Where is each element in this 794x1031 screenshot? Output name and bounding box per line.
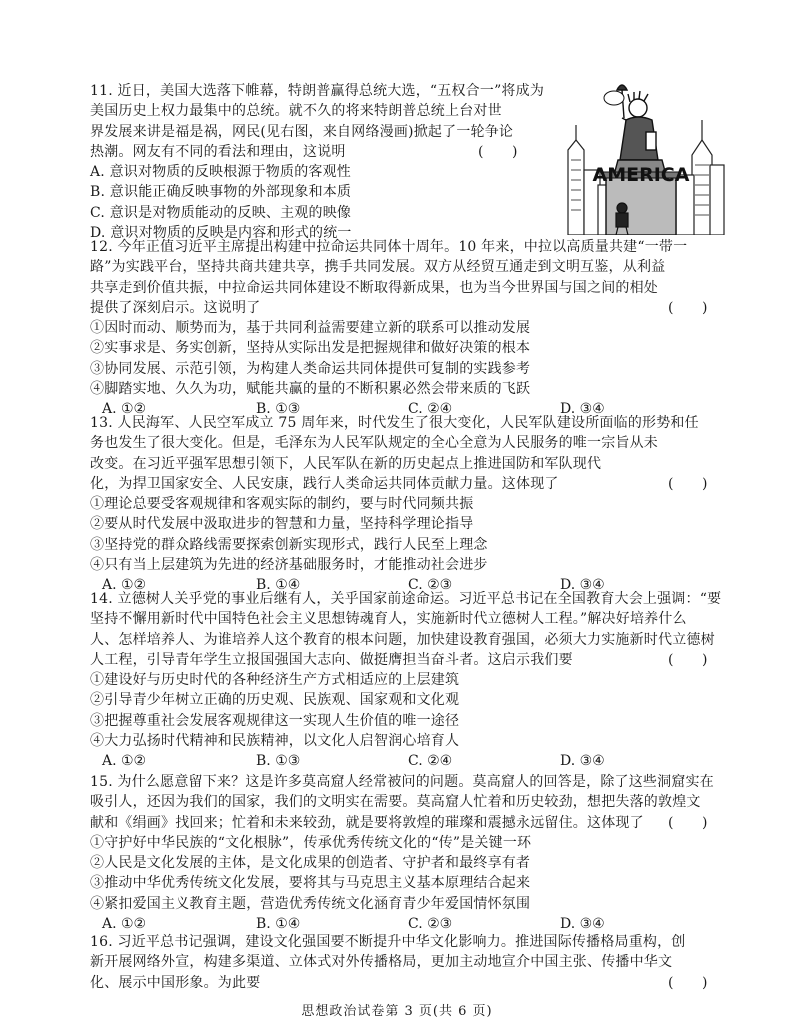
question-11-option-d: D. 意识对物质的反映是内容和形式的统一 bbox=[90, 225, 352, 242]
question-11-line-1: 11. 近日，美国大选落下帷幕，特朗普赢得总统大选，“五权合一”将成为 bbox=[90, 83, 545, 99]
question-15-line-1: 15. 为什么愿意留下来？这是许多莫高窟人经常被问的问题。莫高窟人的回答是，除了这些洞窟实在 bbox=[90, 774, 714, 790]
question-12 bbox=[90, 237, 730, 420]
answer-paren: ( ) bbox=[668, 651, 708, 668]
question-14-statement-2: ②引导青少年树立正确的历史观、民族观、国家观和文化观 bbox=[90, 692, 460, 709]
question-14-options bbox=[90, 751, 730, 771]
question-11-option-a: A. 意识对物质的反映根源于物质的客观性 bbox=[90, 164, 352, 181]
answer-paren: ( ) bbox=[668, 299, 708, 316]
question-13-statement-4: ④只有当上层建筑为先进的经济基础服务时，才能推动社会进步 bbox=[90, 557, 488, 574]
question-13-statement-1: ①理论总要受客观规律和客观实际的制约，要与时代同频共振 bbox=[90, 496, 474, 513]
option-b: B. ①④ bbox=[256, 916, 301, 933]
question-12-line-1: 12. 今年正值习近平主席提出构建中拉命运共同体十周年。10 年来，中拉以高质量共建“一带一 bbox=[90, 239, 688, 255]
question-12-line-4-text: 提供了深刻启示。这说明了 bbox=[90, 299, 261, 316]
answer-paren: ( ) bbox=[668, 814, 708, 831]
statue-cartoon-image bbox=[562, 80, 726, 235]
question-12-statement-2: ②实事求是、务实创新，坚持从实际出发是把握规律和做好决策的根本 bbox=[90, 340, 531, 357]
question-12-line-3: 共享走到价值共振，中拉命运共同体建设不断取得新成果，也为当今世界国与国之间的相处 bbox=[90, 279, 658, 296]
page-footer: 思想政治试卷第 3 页(共 6 页) bbox=[301, 1004, 493, 1019]
question-16-line-3-text: 化、展示中国形象。为此要 bbox=[90, 974, 261, 991]
option-c: C. ②③ bbox=[408, 916, 453, 933]
option-d: D. ③④ bbox=[560, 753, 605, 770]
option-c: C. ②④ bbox=[408, 753, 453, 770]
question-11-line-3: 界发展来讲是福是祸，网民(见右图，来自网络漫画)掀起了一轮争论 bbox=[90, 123, 514, 140]
option-c: C. ②④ bbox=[408, 401, 453, 418]
answer-paren: ( ) bbox=[668, 974, 708, 991]
option-a: A. ①② bbox=[102, 753, 147, 770]
question-12-statement-3: ③协同发展、示范引领，为构建人类命运共同体提供可复制的实践参考 bbox=[90, 360, 531, 377]
question-15-line-3 bbox=[90, 813, 730, 833]
question-14-statement-3: ③把握尊重社会发展客观规律这一实现人生价值的唯一途径 bbox=[90, 712, 460, 729]
question-16 bbox=[90, 932, 730, 993]
question-15-statement-1: ①守护好中华民族的“文化根脉”，传承优秀传统文化的“传”是关键一环 bbox=[90, 834, 532, 851]
question-12-line-4 bbox=[90, 298, 730, 318]
question-13-line-1: 13. 人民海军、人民空军成立 75 周年来，时代发生了很大变化，人民军队建设所面临的形势和任 bbox=[90, 415, 699, 431]
answer-paren: ( ) bbox=[668, 475, 708, 492]
option-d: D. ③④ bbox=[560, 577, 605, 594]
question-15-statement-3: ③推动中华优秀传统文化发展，要将其与马克思主义基本原理结合起来 bbox=[90, 875, 531, 892]
question-12-statement-4: ④脚踏实地、久久为功，赋能共赢的量的不断积累必然会带来质的飞跃 bbox=[90, 381, 531, 398]
question-13-line-3: 改变。在习近平强军思想引领下，人民军队在新的历史起点上推进国防和军队现代 bbox=[90, 455, 602, 472]
question-13-statement-3: ③坚持党的群众路线需要探索创新实现形式，践行人民至上理念 bbox=[90, 536, 488, 553]
question-12-statement-1: ①因时而动、顺势而为，基于共同利益需要建立新的联系可以推动发展 bbox=[90, 320, 531, 337]
question-11-line-2: 美国历史上权力最集中的总统。就不久的将来特朗普总统上台对世 bbox=[90, 103, 502, 120]
question-11-line-4-text: 热潮。网友有不同的看法和理由，这说明 bbox=[90, 143, 346, 160]
option-b: B. ①③ bbox=[256, 753, 301, 770]
question-14 bbox=[90, 589, 730, 772]
option-a: A. ①② bbox=[102, 916, 147, 933]
question-13-line-4 bbox=[90, 474, 730, 494]
question-13-line-2: 务也发生了很大变化。但是，毛泽东为人民军队规定的全心全意为人民服务的唯一宗旨从未 bbox=[90, 435, 658, 452]
option-c: C. ②③ bbox=[408, 577, 453, 594]
question-14-statement-1: ①建设好与历史时代的各种经济生产方式相适应的上层建筑 bbox=[90, 672, 460, 689]
answer-paren: ( ) bbox=[478, 143, 518, 160]
question-14-statement-4: ④大力弘扬时代精神和民族精神，以文化人启智润心培育人 bbox=[90, 733, 460, 750]
cartoon-illustration bbox=[562, 80, 726, 235]
question-14-line-1: 14. 立德树人关乎党的事业后继有人，关乎国家前途命运。习近平总书记在全国教育大会上强调：“要 bbox=[90, 591, 722, 607]
option-a: A. ①② bbox=[102, 577, 147, 594]
question-15 bbox=[90, 772, 730, 934]
question-13 bbox=[90, 413, 730, 596]
question-16-line-2: 新开展网络外宣，构建多渠道、立体式对外传播格局，更加主动地宣介中国主张、传播中华文 bbox=[90, 954, 673, 971]
cartoon-sign-text: AMERICA bbox=[592, 164, 690, 186]
option-b: B. ①③ bbox=[256, 401, 301, 418]
question-14-line-4-text: 人工程，引导青年学生立报国强国大志向、做挺膺担当奋斗者。这启示我们要 bbox=[90, 651, 573, 668]
option-d: D. ③④ bbox=[560, 916, 605, 933]
question-15-line-2: 吸引人，还因为我们的国家，我们的文明实在需要。莫高窟人忙着和历史较劲，想把失落的敦煌文 bbox=[90, 794, 701, 811]
question-12-line-2: 路”为实践平台，坚持共商共建共享，携手共同发展。双方从经贸互通走到文明互鉴，从利益 bbox=[90, 259, 666, 276]
question-14-line-2: 坚持不懈用新时代中国特色社会主义思想铸魂育人，实施新时代立德树人工程。”解决好培养什么 bbox=[90, 611, 687, 628]
question-13-line-4-text: 化，为捍卫国家安全、人民安康，践行人类命运共同体贡献力量。这体现了 bbox=[90, 475, 559, 492]
question-15-statement-4: ④紧扣爱国主义教育主题，营造优秀传统文化涵育青少年爱国情怀氛围 bbox=[90, 895, 531, 912]
question-15-line-3-text: 献和《绢画》找回来；忙着和未来较劲，就是要将敦煌的璀璨和震撼永远留住。这体现了 bbox=[90, 814, 644, 831]
question-16-line-3 bbox=[90, 973, 730, 993]
question-11-option-c: C. 意识是对物质能动的反映、主观的映像 bbox=[90, 204, 352, 221]
option-b: B. ①④ bbox=[256, 577, 301, 594]
question-13-statement-2: ②要从时代发展中汲取进步的智慧和力量，坚持科学理论指导 bbox=[90, 516, 474, 533]
question-14-line-3: 人、怎样培养人、为谁培养人这个教育的根本问题，加快建设教育强国，必须大力实施新时代立德树 bbox=[90, 631, 715, 648]
question-16-line-1: 16. 习近平总书记强调，建设文化强国要不断提升中华文化影响力。推进国际传播格局重构，创 bbox=[90, 934, 686, 950]
question-14-line-4 bbox=[90, 650, 730, 670]
option-a: A. ①② bbox=[102, 401, 147, 418]
question-15-statement-2: ②人民是文化发展的主体，是文化成果的创造者、守护者和最终享有者 bbox=[90, 855, 531, 872]
question-11-option-b: B. 意识能正确反映事物的外部现象和本质 bbox=[90, 184, 352, 201]
option-d: D. ③④ bbox=[560, 401, 605, 418]
